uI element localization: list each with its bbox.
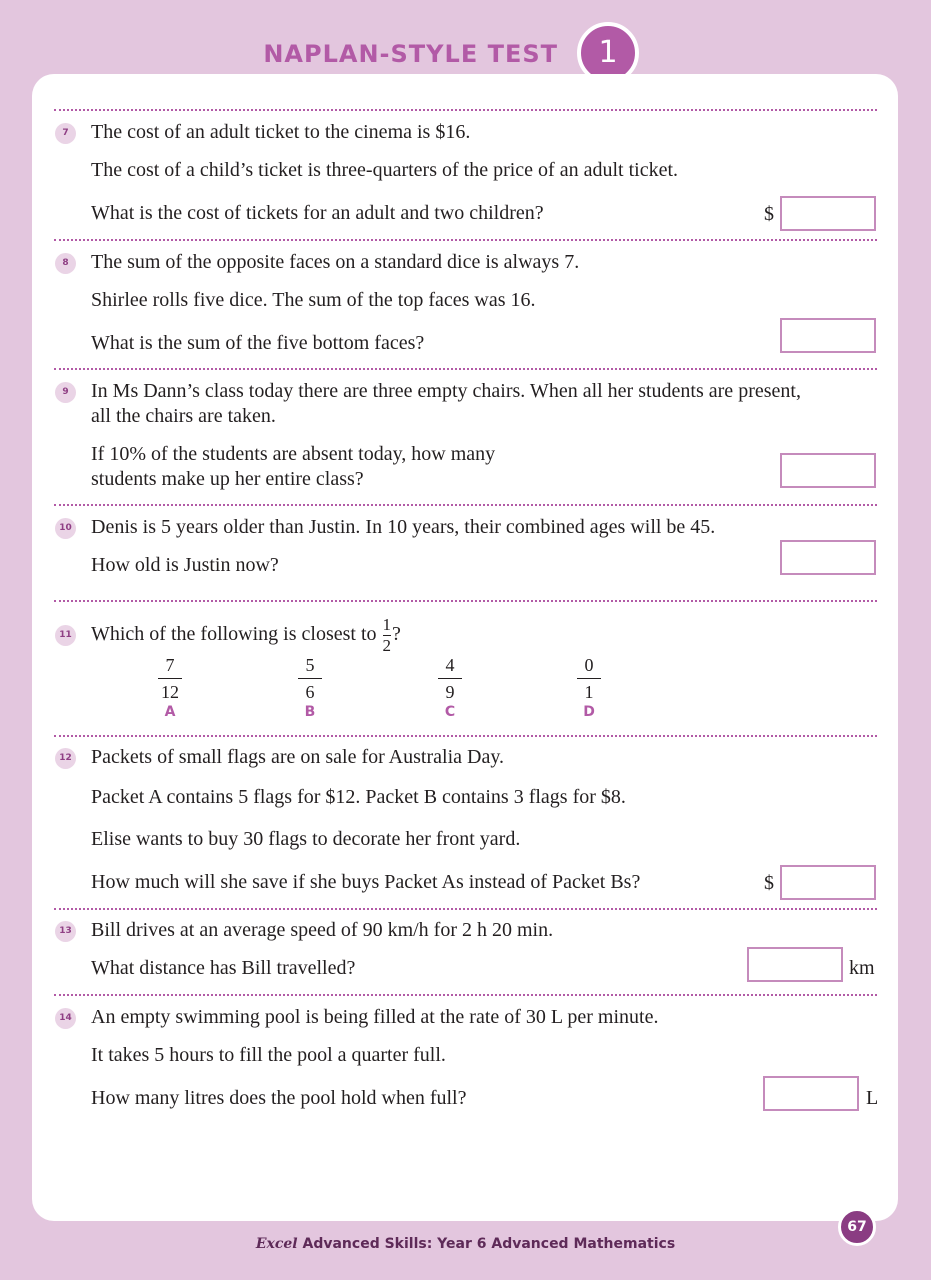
- question-number: 10: [55, 518, 76, 539]
- option-a-label[interactable]: A: [164, 704, 176, 720]
- question-text: Shirlee rolls five dice. The sum of the top faces was 16.: [91, 289, 536, 311]
- test-number-badge: 1: [577, 22, 639, 84]
- unit-suffix: L: [866, 1087, 879, 1109]
- denominator: 12: [161, 682, 179, 702]
- denominator: 9: [445, 682, 455, 702]
- currency-prefix: $: [764, 872, 774, 894]
- question-text: In Ms Dann’s class today there are three empty chairs. When all her students are present,: [91, 380, 801, 402]
- fraction-bar: [438, 678, 462, 679]
- option-b-fraction[interactable]: [292, 654, 328, 703]
- question-prompt: How old is Justin now?: [91, 554, 279, 576]
- footer-brand: Excel: [255, 1236, 298, 1252]
- footer: [0, 1236, 931, 1252]
- footer-text: Advanced Skills: Year 6 Advanced Mathematics: [297, 1236, 676, 1252]
- question-number: 7: [55, 123, 76, 144]
- question-text: An empty swimming pool is being filled at the rate of 30 L per minute.: [91, 1006, 659, 1028]
- option-d-fraction[interactable]: [571, 654, 607, 703]
- answer-box[interactable]: [780, 540, 876, 575]
- answer-box[interactable]: [763, 1076, 859, 1111]
- question-number: 9: [55, 382, 76, 403]
- question-text: [91, 614, 401, 655]
- numerator: 4: [445, 655, 455, 675]
- question-prompt: What distance has Bill travelled?: [91, 957, 356, 979]
- question-prompt: What is the sum of the five bottom faces?: [91, 332, 425, 354]
- answer-box[interactable]: [780, 865, 876, 900]
- answer-box[interactable]: [780, 453, 876, 488]
- currency-prefix: $: [764, 203, 774, 225]
- question-text: Packets of small flags are on sale for Australia Day.: [91, 746, 505, 768]
- question-number: 12: [55, 748, 76, 769]
- question-prompt: If 10% of the students are absent today, how many: [91, 443, 496, 465]
- question-text: The cost of an adult ticket to the cinema is $16.: [91, 121, 471, 143]
- question-text-end: ?: [392, 623, 401, 645]
- question-prompt: What is the cost of tickets for an adult and two children?: [91, 202, 544, 224]
- divider: [54, 109, 877, 111]
- page-header-title: NAPLAN-STYLE TEST: [263, 40, 558, 68]
- question-text: It takes 5 hours to fill the pool a quarter full.: [91, 1044, 446, 1066]
- question-number: 8: [55, 253, 76, 274]
- divider: [54, 600, 877, 602]
- divider: [54, 368, 877, 370]
- question-prompt: How many litres does the pool hold when full?: [91, 1087, 467, 1109]
- divider: [54, 735, 877, 737]
- divider: [54, 908, 877, 910]
- divider: [54, 994, 877, 996]
- answer-box[interactable]: [780, 318, 876, 353]
- option-d-label[interactable]: D: [583, 704, 595, 720]
- numerator: 7: [165, 655, 175, 675]
- question-text: Denis is 5 years older than Justin. In 10 years, their combined ages will be 45.: [91, 516, 716, 538]
- question-number: 14: [55, 1008, 76, 1029]
- divider: [54, 239, 877, 241]
- option-c-fraction[interactable]: [432, 654, 468, 703]
- question-text: all the chairs are taken.: [91, 405, 276, 427]
- question-text: The cost of a child’s ticket is three-quarters of the price of an adult ticket.: [91, 159, 679, 181]
- target-numerator: 1: [382, 614, 392, 634]
- question-number: 11: [55, 625, 76, 646]
- option-c-label[interactable]: C: [444, 704, 456, 720]
- question-number: 13: [55, 921, 76, 942]
- question-text: Packet A contains 5 flags for $12. Packet B contains 3 flags for $8.: [91, 786, 626, 808]
- answer-box[interactable]: [747, 947, 843, 982]
- fraction-bar: [577, 678, 601, 679]
- numerator: 0: [584, 655, 594, 675]
- unit-suffix: km: [849, 957, 875, 979]
- question-prompt: How much will she save if she buys Packet As instead of Packet Bs?: [91, 871, 641, 893]
- question-text: Bill drives at an average speed of 90 km/h for 2 h 20 min.: [91, 919, 554, 941]
- target-denominator: 2: [382, 635, 392, 655]
- denominator: 1: [584, 682, 594, 702]
- question-text: The sum of the opposite faces on a standard dice is always 7.: [91, 251, 580, 273]
- fraction-bar: [158, 678, 182, 679]
- target-fraction: [383, 616, 392, 655]
- fraction-bar: [298, 678, 322, 679]
- answer-box[interactable]: [780, 196, 876, 231]
- option-a-fraction[interactable]: [152, 654, 188, 703]
- question-text: Elise wants to buy 30 flags to decorate her front yard.: [91, 828, 521, 850]
- divider: [54, 504, 877, 506]
- question-text-start: Which of the following is closest to: [91, 623, 377, 645]
- denominator: 6: [305, 682, 315, 702]
- option-b-label[interactable]: B: [304, 704, 316, 720]
- numerator: 5: [305, 655, 315, 675]
- page-number: 67: [838, 1208, 876, 1246]
- question-prompt: students make up her entire class?: [91, 468, 364, 490]
